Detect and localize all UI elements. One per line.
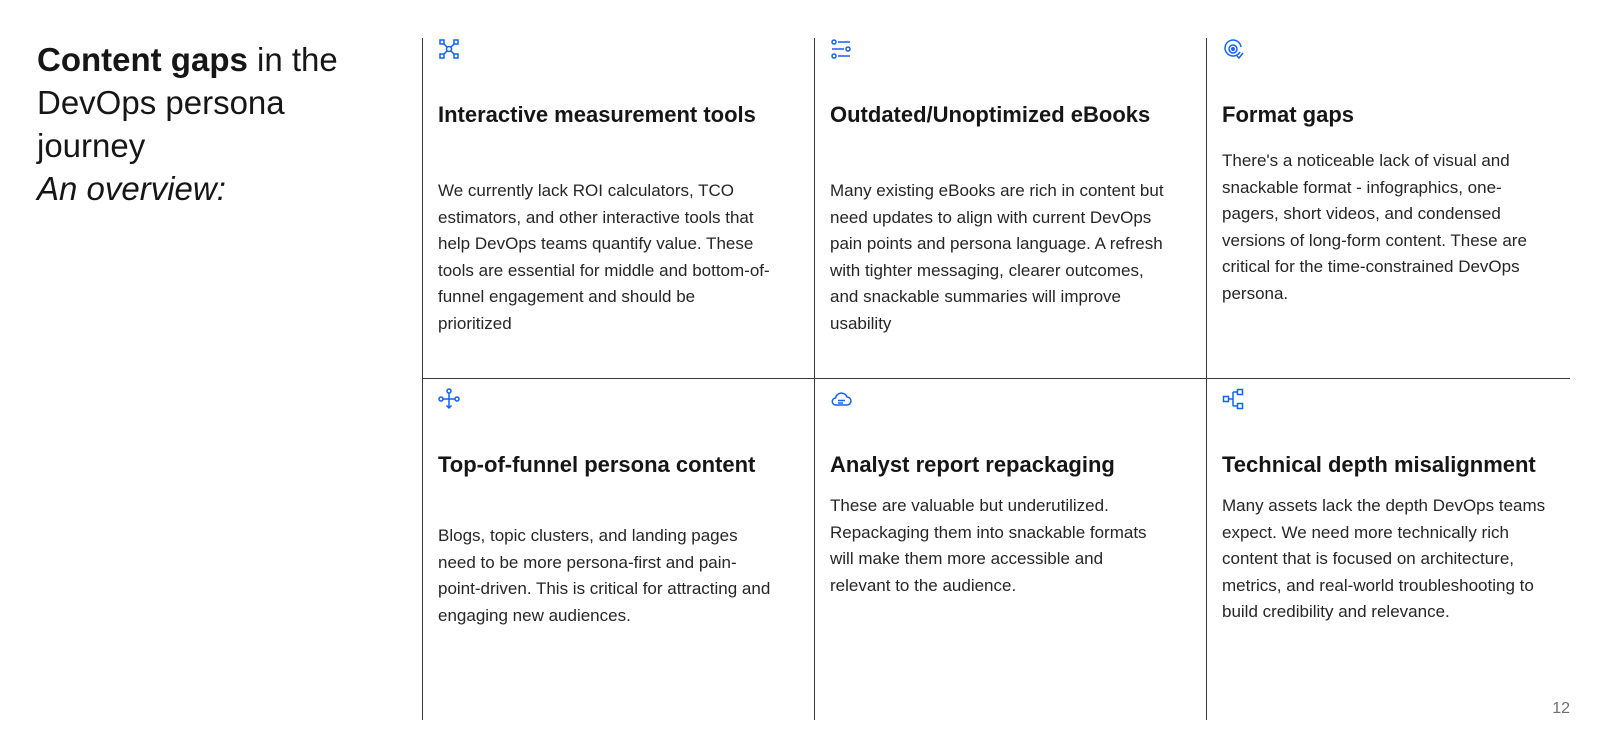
card-heading: Interactive measurement tools [438, 102, 756, 127]
card-analyst-report-repackaging [814, 388, 1182, 720]
title-bold: Content gaps [37, 41, 248, 78]
card-interactive-measurement-tools [422, 38, 790, 378]
card-body: These are valuable but underutilized. Repackaging them into snackable formats will make them more accessible and relevant to the audience. [830, 496, 1147, 595]
row-divider [422, 378, 1570, 379]
card-heading: Format gaps [1222, 102, 1355, 127]
hierarchy-icon [1222, 388, 1244, 410]
card-heading: Technical depth misalignment [1222, 452, 1536, 477]
title-rest: in the DevOps persona journey [37, 41, 338, 164]
page-title [37, 38, 377, 210]
card-outdated-ebooks [814, 38, 1182, 378]
card-top-of-funnel-content [422, 388, 790, 720]
card-heading: Top-of-funnel persona content [438, 452, 756, 477]
settings-adjust-icon [830, 38, 852, 60]
flow-icon [438, 388, 460, 410]
content-gaps-grid [422, 38, 1570, 720]
page-number: 12 [1552, 700, 1570, 717]
card-body: We currently lack ROI calculators, TCO estimators, and other interactive tools that help DevOps teams quantify value. These tools are essential for middle and bottom-of-funnel engagement and should be prioritized [438, 181, 770, 333]
card-format-gaps [1206, 38, 1574, 378]
card-body: Many existing eBooks are rich in content but need updates to align with current DevOps pain points and persona language. A refresh with tighter messaging, clearer outcomes, and snackable summaries will improve usability [830, 181, 1164, 333]
network-icon [438, 38, 460, 60]
target-icon [1222, 38, 1244, 60]
title-subtitle: An overview: [37, 170, 226, 207]
card-body: Blogs, topic clusters, and landing pages need to be more persona-first and pain-point-driven. This is critical for attracting and engaging new audiences. [438, 526, 771, 625]
card-body: Many assets lack the depth DevOps teams expect. We need more technically rich content that is focused on architecture, metrics, and real-world troubleshooting to build credibility and relevance. [1222, 496, 1546, 622]
card-technical-depth-misalignment [1206, 388, 1574, 720]
card-body: There's a noticeable lack of visual and snackable format - infographics, one-pagers, short videos, and condensed versions of long-form content. These are critical for the time-constrained DevOps persona. [1222, 151, 1527, 303]
card-heading: Outdated/Unoptimized eBooks [830, 102, 1151, 127]
cloud-icon [830, 388, 852, 410]
card-heading: Analyst report repackaging [830, 452, 1115, 477]
